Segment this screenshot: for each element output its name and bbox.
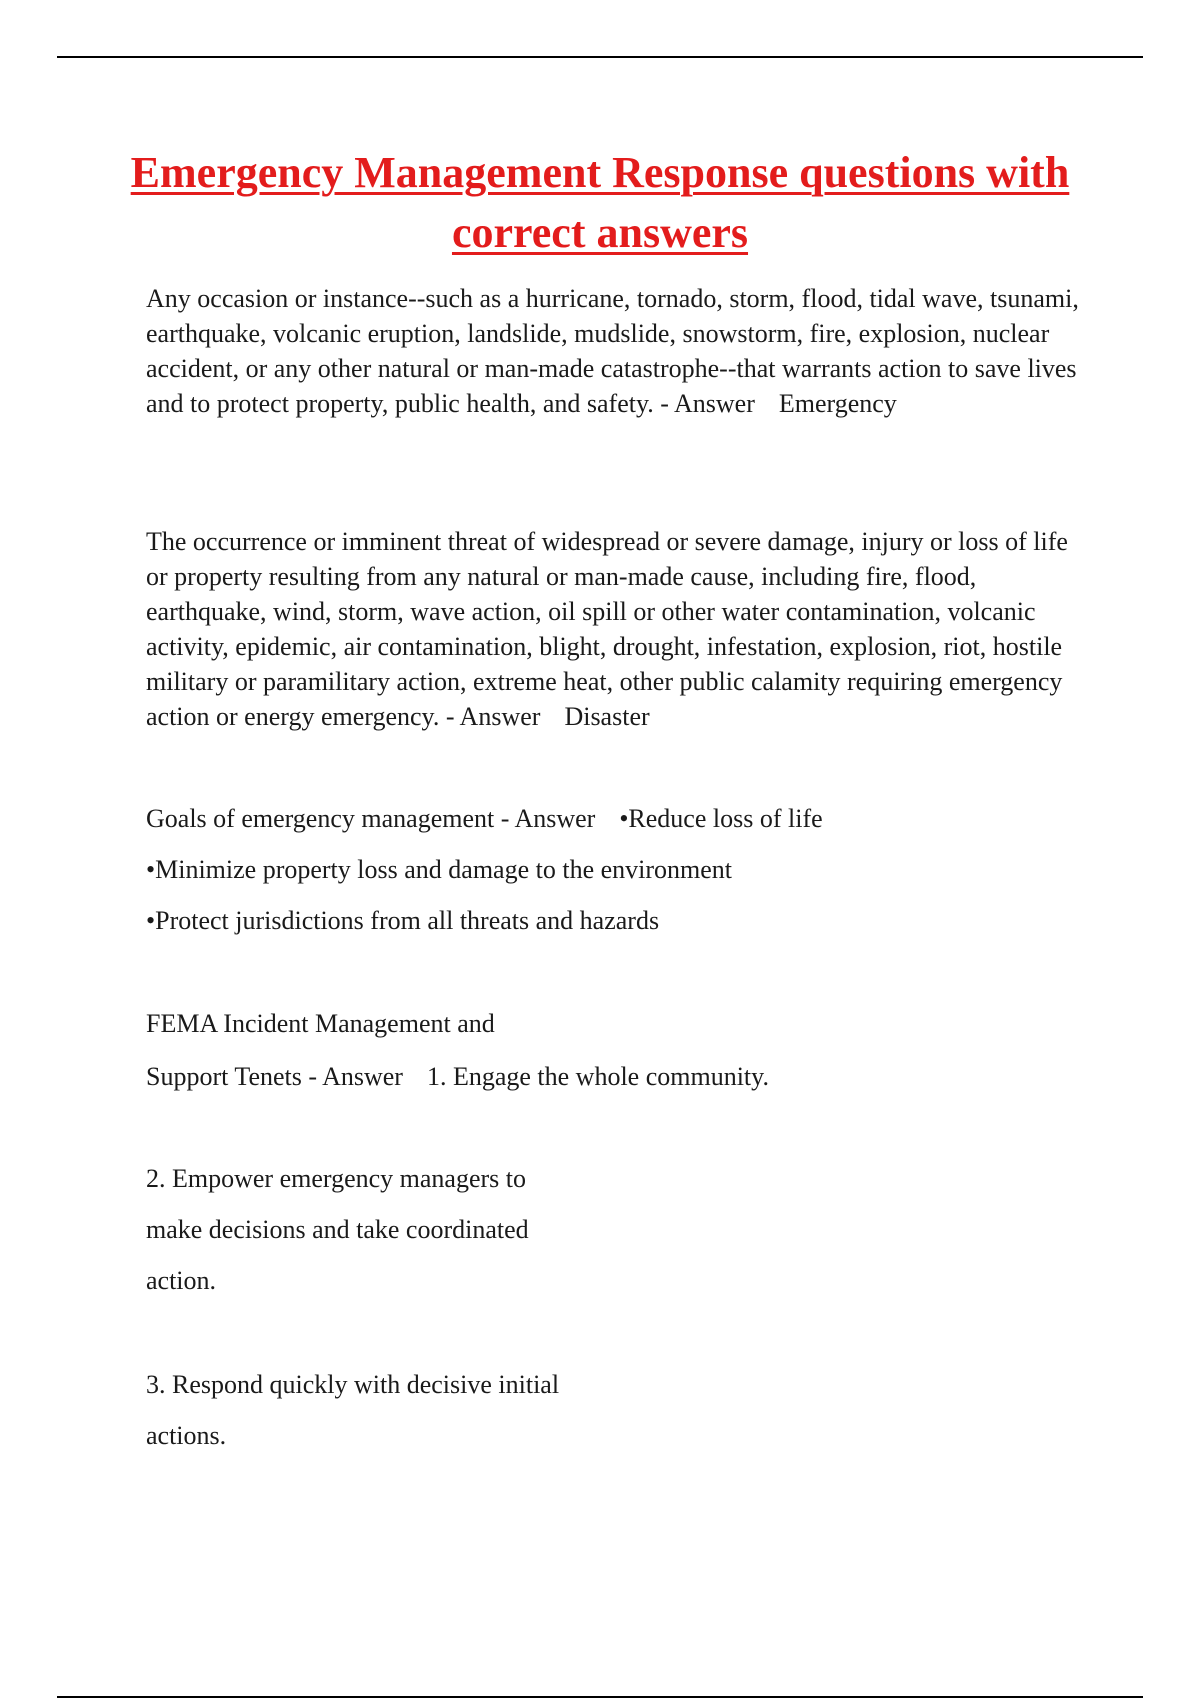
qa-entry-goals	[146, 801, 823, 836]
answer-line: action.	[146, 1266, 217, 1295]
answer-text: Emergency	[778, 389, 897, 418]
question-text: FEMA Incident Management and	[146, 1009, 495, 1038]
answer-bullet: •Protect jurisdictions from all threats and hazards	[146, 906, 660, 935]
answer-line: 2. Empower emergency managers to	[146, 1164, 526, 1193]
answer-line: 3. Respond quickly with decisive initial	[146, 1370, 560, 1399]
question-text: Any occasion or instance--such as a hurricane, tornado, storm, flood, tidal wave, tsunami, earthquake, volcanic eruption, landslide, mudslide, snowstorm, fire, explosion, nuclear accident, or any other natural or man-made catastrophe--that warrants action to save lives and to protect property, public health, and safety. - Answer	[146, 284, 1079, 418]
question-text: Goals of emergency management - Answer	[146, 804, 596, 833]
qa-entry-disaster	[146, 524, 1096, 734]
question-text: The occurrence or imminent threat of widespread or severe damage, injury or loss of life or property resulting from any natural or man-made cause, including fire, flood, earthquake, wind, storm, wave action, oil spill or other water contamination, volcanic activity, epidemic, air contamination, blight, drought, infestation, explosion, riot, hostile military or paramilitary action, extreme heat, other public calamity requiring emergency action or energy emergency. - Answer	[146, 527, 1068, 731]
top-rule	[57, 56, 1143, 58]
answer-line: make decisions and take coordinated	[146, 1215, 529, 1244]
answer-bullet: •Minimize property loss and damage to the environment	[146, 855, 733, 884]
qa-entry-fema-tenets	[146, 1059, 769, 1094]
answer-text: Disaster	[564, 702, 650, 731]
bottom-rule	[57, 1696, 1143, 1698]
question-text: Support Tenets - Answer	[146, 1062, 403, 1091]
page-title: Emergency Management Response questions with correct answers	[130, 148, 1070, 257]
answer-text: 1. Engage the whole community.	[426, 1062, 769, 1091]
qa-entry-emergency	[146, 281, 1096, 421]
answer-line: actions.	[146, 1421, 227, 1450]
answer-text: •Reduce loss of life	[619, 804, 823, 833]
